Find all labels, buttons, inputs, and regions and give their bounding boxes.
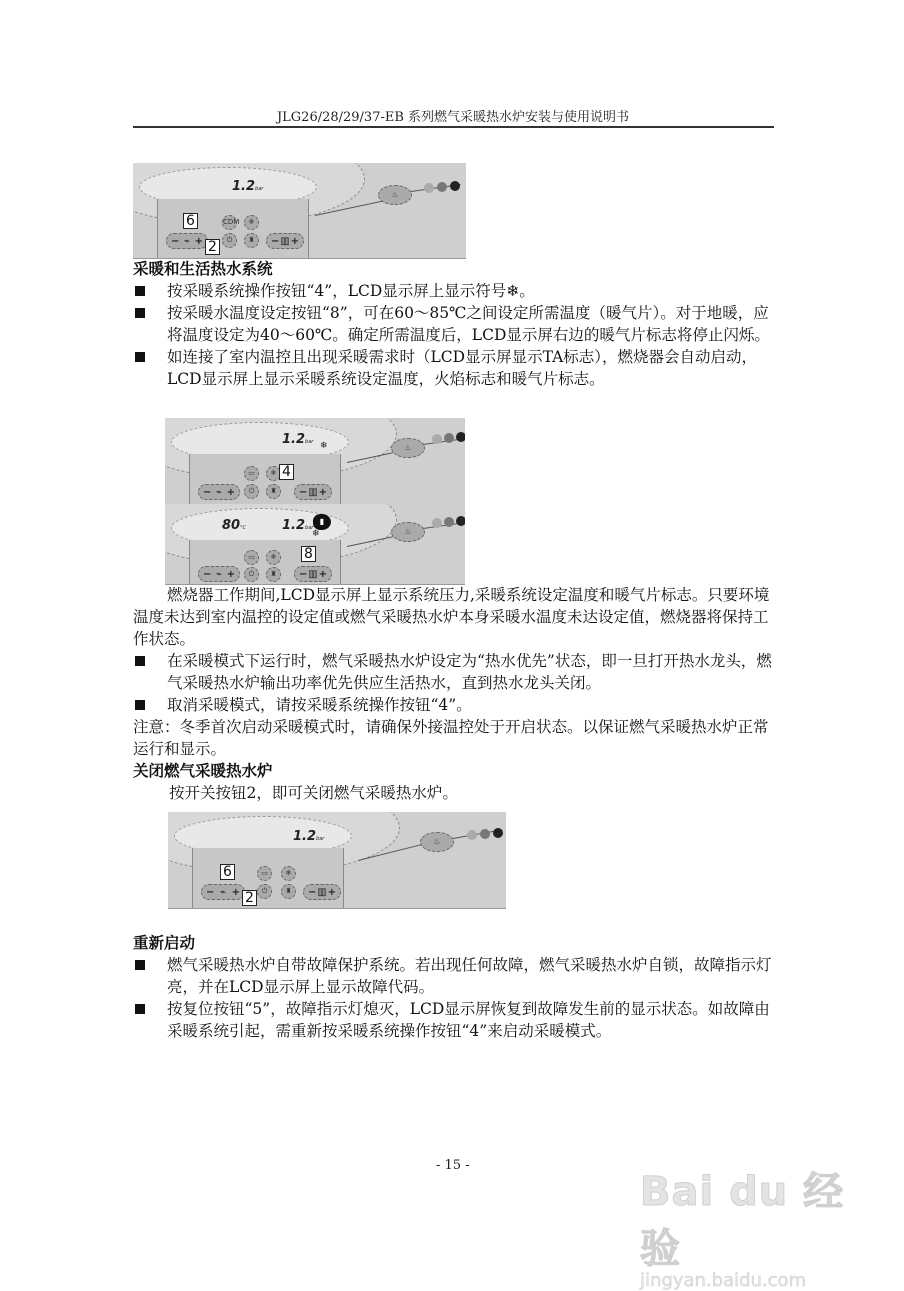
- comfort-button[interactable]: ▭: [257, 866, 272, 881]
- lcd-pressure: 1.2bar: [232, 179, 264, 194]
- bullet-square-icon: [135, 960, 145, 970]
- dhw-temp-button[interactable]: − ⌁ +: [198, 566, 240, 582]
- callout-label: 6: [220, 864, 235, 880]
- section-heading: 关闭燃气采暖热水炉: [133, 762, 273, 780]
- bullet-square-icon: [135, 1004, 145, 1014]
- flame-button[interactable]: ♨: [420, 832, 454, 852]
- power-led-icon: [432, 518, 442, 528]
- heating-temp-button[interactable]: − ▥ +: [294, 484, 332, 500]
- bullet-square-icon: [135, 308, 145, 318]
- bullet-item: 在采暖模式下运行时，燃气采暖热水炉设定为“热水优先”状态，即一旦打开热水龙头，燃气采暖热水炉输出功率优先供应生活热水，直到热水龙头关闭。: [133, 650, 778, 694]
- page-number: - 15 -: [436, 1158, 470, 1173]
- heating-mode-button[interactable]: ❄: [266, 550, 281, 565]
- control-panel-figure-3: [165, 504, 465, 585]
- callout-label: 6: [183, 213, 198, 229]
- section-heating-hot-water: [133, 258, 778, 390]
- power-button[interactable]: ⏻: [257, 884, 272, 899]
- flame-button[interactable]: ♨: [391, 438, 425, 458]
- flame-badge-icon: ▮: [313, 514, 331, 530]
- comfort-button[interactable]: ▭: [244, 550, 259, 565]
- bullet-item: 按采暖水温度设定按钮“8”，可在60～85℃之间设定所需温度（暖气片）。对于地暖，应将温度设定为40～60℃。确定所需温度后，LCD显示屏右边的暖气片标志将停止闪烁。: [133, 302, 778, 346]
- section-heading: 采暖和生活热水系统: [133, 260, 273, 278]
- lcd-pressure: 1.2bar: [282, 518, 314, 533]
- callout-label: 8: [301, 546, 316, 562]
- control-panel-figure-1: [133, 163, 466, 259]
- heating-temp-button[interactable]: − ▥ +: [266, 233, 304, 249]
- watermark-url: jingyan.baidu.com: [640, 1270, 807, 1291]
- callout-label: 4: [279, 464, 294, 480]
- power-button[interactable]: ⏻: [244, 567, 259, 582]
- bullet-item: 取消采暖模式，请按采暖系统操作按钮“4”。: [133, 694, 778, 716]
- dhw-temp-button[interactable]: − ⌁ +: [201, 884, 245, 900]
- fault-led-icon: [493, 828, 503, 838]
- lcd-pressure: 1.2bar: [293, 829, 325, 844]
- baidu-watermark: [640, 1160, 880, 1291]
- radiator-symbol-icon: ❄: [320, 441, 328, 451]
- bullet-square-icon: [135, 286, 145, 296]
- baidu-logo-icon: Bai du 经验: [640, 1169, 845, 1272]
- heating-temp-button[interactable]: − ▥ +: [294, 566, 332, 582]
- radiator-symbol-icon: ❄: [312, 529, 320, 539]
- heating-mode-button[interactable]: ❄: [281, 866, 296, 881]
- bullet-square-icon: [135, 700, 145, 710]
- heating-mode-button[interactable]: ❄: [244, 215, 259, 230]
- burner-led-icon: [437, 182, 447, 192]
- bullet-item: 按复位按钮“5”，故障指示灯熄灭，LCD显示屏恢复到故障发生前的显示状态。如故障由采暖系统引起，需重新按采暖系统操作按钮“4”来启动采暖模式。: [133, 998, 778, 1042]
- fault-led-icon: [450, 181, 460, 191]
- flame-button[interactable]: ♨: [378, 185, 412, 205]
- burner-led-icon: [444, 433, 454, 443]
- fault-led-icon: [456, 432, 465, 442]
- burner-led-icon: [444, 517, 454, 527]
- bullet-item: 如连接了室内温控且出现采暖需求时（LCD显示屏显示TA标志），燃烧器会自动启动，LCD显示屏上显示采暖系统设定温度，火焰标志和暖气片标志。: [133, 346, 778, 390]
- body-paragraph: 燃烧器工作期间,LCD显示屏上显示系统压力,采暖系统设定温度和暖气片标志。只要环境温度未达到室内温控的设定值或燃气采暖热水炉本身采暖水温度未达设定值，燃烧器将保持工作状态。: [133, 586, 770, 648]
- power-button[interactable]: ⏻: [222, 233, 237, 248]
- heating-temp-button[interactable]: − ▥ +: [303, 884, 341, 900]
- power-button[interactable]: ⏻: [244, 484, 259, 499]
- section-restart: [133, 932, 778, 1042]
- control-panel-figure-2: [165, 418, 465, 505]
- power-led-icon: [432, 434, 442, 444]
- panel-body: [189, 540, 341, 585]
- header-divider: [133, 126, 774, 128]
- reset-button[interactable]: ♜: [281, 884, 296, 899]
- bullet-item: 燃气采暖热水炉自带故障保护系统。若出现任何故障，燃气采暖热水炉自锁，故障指示灯亮，并在LCD显示屏上显示故障代码。: [133, 954, 778, 998]
- fault-led-icon: [456, 516, 465, 526]
- flame-button[interactable]: ♨: [391, 522, 425, 542]
- note-paragraph: 注意：冬季首次启动采暖模式时，请确保外接温控处于开启状态。以保证燃气采暖热水炉正常运行和显示。: [133, 718, 769, 758]
- power-led-icon: [467, 830, 477, 840]
- callout-label: 2: [205, 239, 220, 255]
- reset-button[interactable]: ♜: [266, 567, 281, 582]
- panel-body: [192, 848, 344, 908]
- dhw-temp-button[interactable]: − ⌁ +: [166, 233, 208, 249]
- bullet-square-icon: [135, 352, 145, 362]
- bullet-square-icon: [135, 656, 145, 666]
- lcd-temperature: 80°C: [222, 518, 247, 533]
- bullet-item: 按采暖系统操作按钮“4”，LCD显示屏上显示符号❄。: [133, 280, 778, 302]
- body-paragraph: 按开关按钮2，即可关闭燃气采暖热水炉。: [169, 784, 458, 802]
- section-heading: 重新启动: [133, 934, 196, 952]
- comfort-button[interactable]: ▭: [244, 466, 259, 481]
- control-panel-figure-4: [168, 812, 506, 909]
- lcd-pressure: 1.2bar: [282, 432, 314, 447]
- heating-mode-button[interactable]: ❄: [266, 466, 281, 481]
- section-heating-operation: [133, 584, 778, 804]
- callout-label: 2: [242, 890, 257, 906]
- power-led-icon: [424, 183, 434, 193]
- reset-button[interactable]: ♜: [266, 484, 281, 499]
- document-header-title: JLG26/28/29/37-EB 系列燃气采暖热水炉安装与使用说明书: [276, 110, 630, 125]
- panel-body: [189, 454, 341, 505]
- burner-led-icon: [480, 829, 490, 839]
- reset-button[interactable]: ♜: [244, 233, 259, 248]
- panel-body: [157, 199, 309, 259]
- dhw-temp-button[interactable]: − ⌁ +: [198, 484, 240, 500]
- comfort-button[interactable]: CDM: [222, 215, 237, 230]
